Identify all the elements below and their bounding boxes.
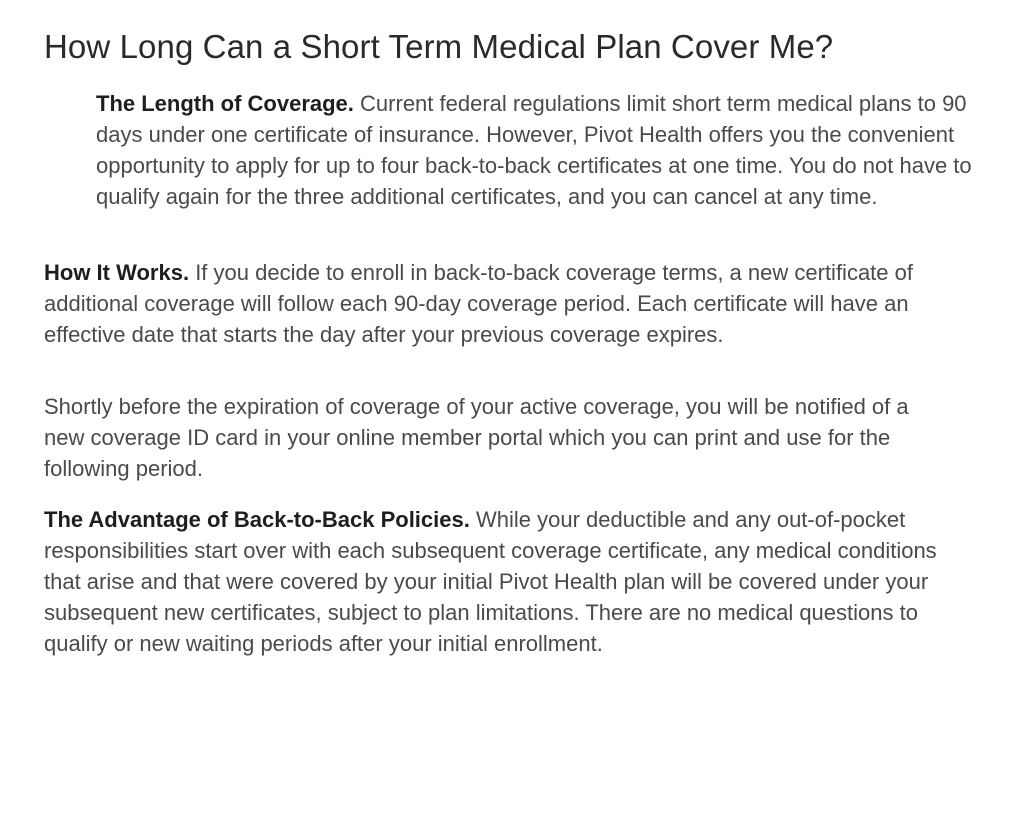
length-of-coverage-paragraph: [96, 88, 996, 212]
length-of-coverage-heading: The Length of Coverage.: [96, 91, 354, 116]
how-it-works-paragraph: [44, 257, 944, 350]
advantage-heading: The Advantage of Back-to-Back Policies.: [44, 507, 470, 532]
id-card-notice-paragraph: Shortly before the expiration of coverage of your active coverage, you will be notified of a new coverage ID card in your online member portal which you can print and use for the following period.: [44, 394, 909, 481]
length-of-coverage-text: Current federal regulations limit short term medical plans to 90 days under one certificate of insurance. However, Pivot Health offers you the convenient opportunity to apply for up to four back-to-back certificates at one time. You do not have to qualify again for the three additional certificates, and you can cancel at any time.: [96, 91, 972, 209]
how-it-works-text: If you decide to enroll in back-to-back coverage terms, a new certificate of additional coverage will follow each 90-day coverage period. Each certificate will have an effective date that starts the day after your previous coverage expires.: [44, 260, 913, 347]
how-it-works-heading: How It Works.: [44, 260, 190, 285]
page-title: How Long Can a Short Term Medical Plan Cover Me?: [44, 28, 834, 65]
advantage-text: While your deductible and any out-of-pocket responsibilities start over with each subsequent coverage certificate, any medical conditions that arise and that were covered by your initial Pivot Health plan will be covered under your subsequent new certificates, subject to plan limitations. There are no medical questions to qualify or new waiting periods after your initial enrollment.: [44, 507, 937, 656]
advantage-paragraph: [44, 504, 944, 659]
